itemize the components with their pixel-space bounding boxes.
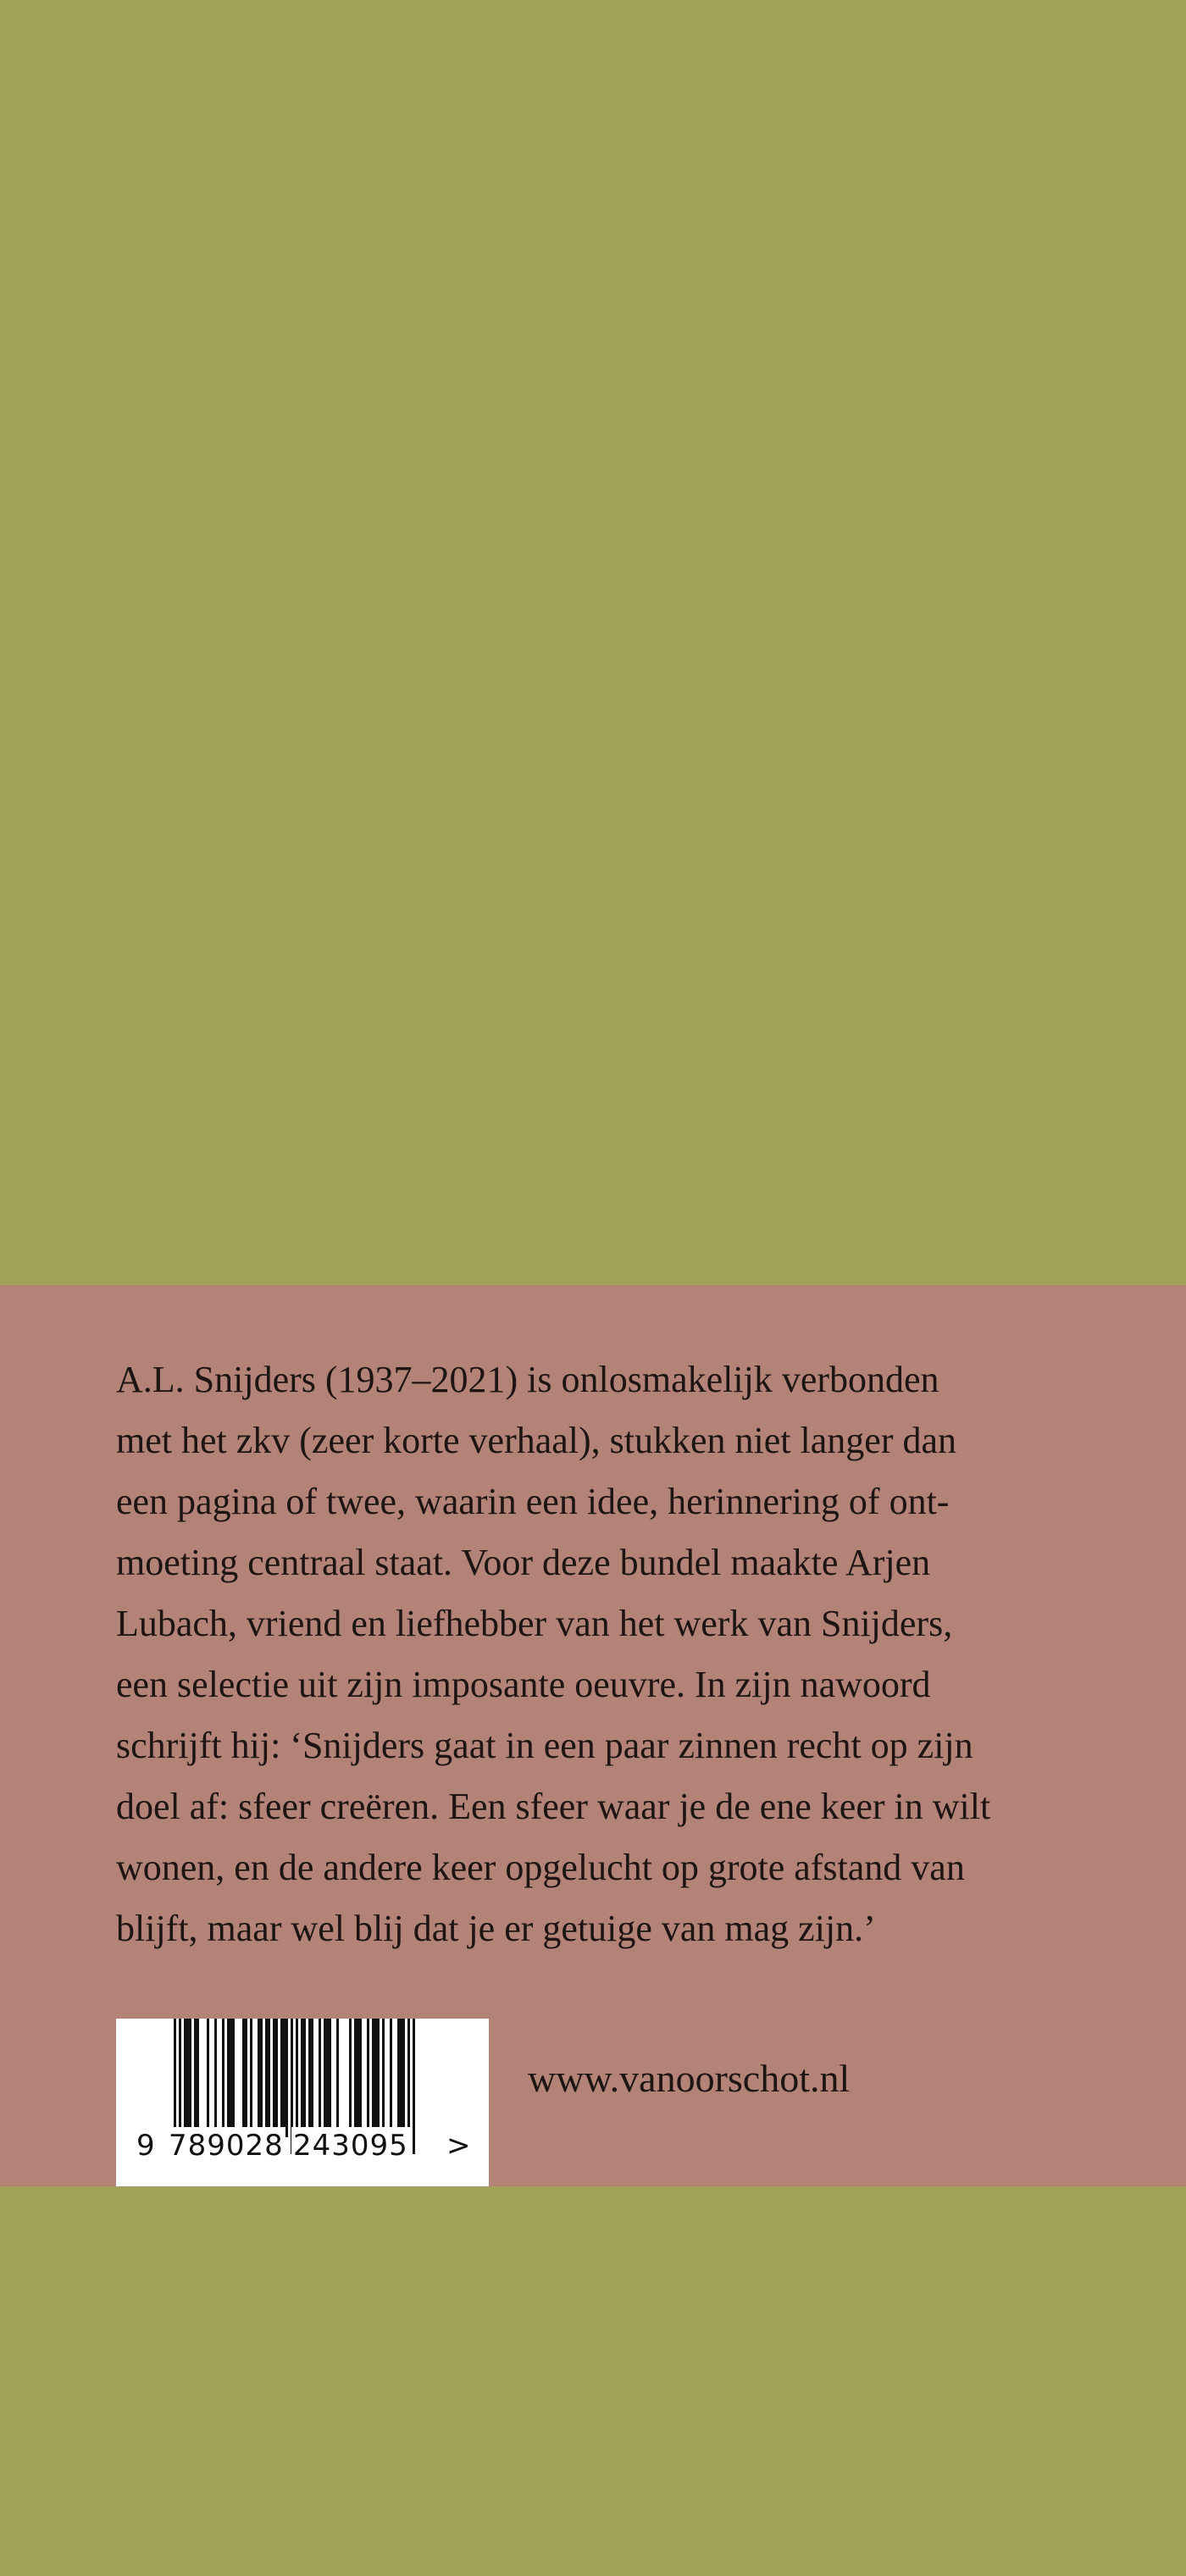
- barcode-bar: [186, 2019, 189, 2137]
- barcode-bar: [273, 2019, 275, 2137]
- barcode-bar: [367, 2019, 369, 2137]
- barcode-bar: [324, 2019, 326, 2137]
- barcode-bar: [397, 2019, 400, 2137]
- barcode-bar: [214, 2019, 217, 2137]
- barcode-bar: [258, 2019, 260, 2137]
- barcode-lead-digit: 9: [136, 2129, 155, 2163]
- back-cover-blurb: [116, 1349, 1099, 1959]
- barcode-bar: [329, 2019, 331, 2137]
- barcode-bar: [207, 2019, 209, 2137]
- barcode-bar: [308, 2019, 311, 2137]
- barcode-bar: [326, 2019, 329, 2137]
- barcode-bar: [280, 2019, 283, 2137]
- isbn-barcode: [116, 2019, 489, 2186]
- blurb-line: wonen, en de andere keer opgelucht op grote afstand van: [116, 1847, 965, 1888]
- barcode-bar: [189, 2019, 191, 2137]
- blurb-line: met het zkv (zeer korte verhaal), stukken niet langer dan: [116, 1420, 956, 1461]
- barcode-bar: [232, 2019, 235, 2137]
- barcode-bar: [222, 2019, 224, 2137]
- barcode-bar: [227, 2019, 230, 2137]
- barcode-right-digits: 243095: [293, 2129, 408, 2163]
- barcode-bar: [184, 2019, 186, 2137]
- blurb-line: een pagina of twee, waarin een idee, herinnering of ont-: [116, 1481, 950, 1522]
- barcode-bar: [268, 2019, 270, 2137]
- barcode-digits: [116, 2127, 489, 2178]
- barcode-bar: [285, 2019, 288, 2137]
- barcode-bar: [402, 2019, 405, 2137]
- barcode-bar: [374, 2019, 377, 2137]
- barcode-bar: [283, 2019, 285, 2137]
- blurb-line: schrijft hij: ‘Snijders gaat in een paar zinnen recht op zijn: [116, 1725, 973, 1766]
- barcode-bar: [245, 2019, 247, 2137]
- barcode-bar: [359, 2019, 362, 2137]
- barcode-bar: [260, 2019, 263, 2137]
- blurb-line: doel af: sfeer creëren. Een sfeer waar je de ene keer in wilt: [116, 1786, 991, 1827]
- barcode-bar: [390, 2019, 392, 2137]
- barcode-left-digits: 789028: [169, 2129, 284, 2163]
- barcode-bar: [301, 2019, 303, 2137]
- barcode-bar: [357, 2019, 359, 2137]
- blurb-line: A.L. Snijders (1937–2021) is onlosmakelijk verbonden: [116, 1359, 939, 1400]
- barcode-bar: [336, 2019, 339, 2137]
- barcode-bar: [275, 2019, 278, 2137]
- barcode-bar: [250, 2019, 252, 2137]
- barcode-bar: [372, 2019, 374, 2137]
- publisher-url: www.vanoorschot.nl: [528, 2057, 851, 2100]
- barcode-bar: [382, 2019, 385, 2137]
- barcode-bar: [230, 2019, 232, 2137]
- barcode-bar: [349, 2019, 352, 2137]
- barcode-bar: [354, 2019, 357, 2137]
- barcode-end-marker: >: [446, 2129, 471, 2163]
- cover-bottom-panel: [0, 2186, 1186, 2576]
- barcode-bar: [319, 2019, 321, 2137]
- blurb-line: moeting centraal staat. Voor deze bundel maakte Arjen: [116, 1542, 931, 1583]
- barcode-bar: [311, 2019, 313, 2137]
- barcode-bar: [265, 2019, 268, 2137]
- barcode-bar: [400, 2019, 402, 2137]
- blurb-line: blijft, maar wel blij dat je er getuige van mag zijn.’: [116, 1908, 876, 1949]
- barcode-bar: [303, 2019, 306, 2137]
- barcode-bar: [194, 2019, 197, 2137]
- barcode-bar: [197, 2019, 199, 2137]
- cover-top-panel: [0, 0, 1186, 1285]
- barcode-bar: [242, 2019, 245, 2137]
- blurb-line: Lubach, vriend en liefhebber van het werk van Snijders,: [116, 1603, 953, 1644]
- barcode-bar: [377, 2019, 380, 2137]
- blurb-line: een selectie uit zijn imposante oeuvre. In zijn nawoord: [116, 1664, 931, 1705]
